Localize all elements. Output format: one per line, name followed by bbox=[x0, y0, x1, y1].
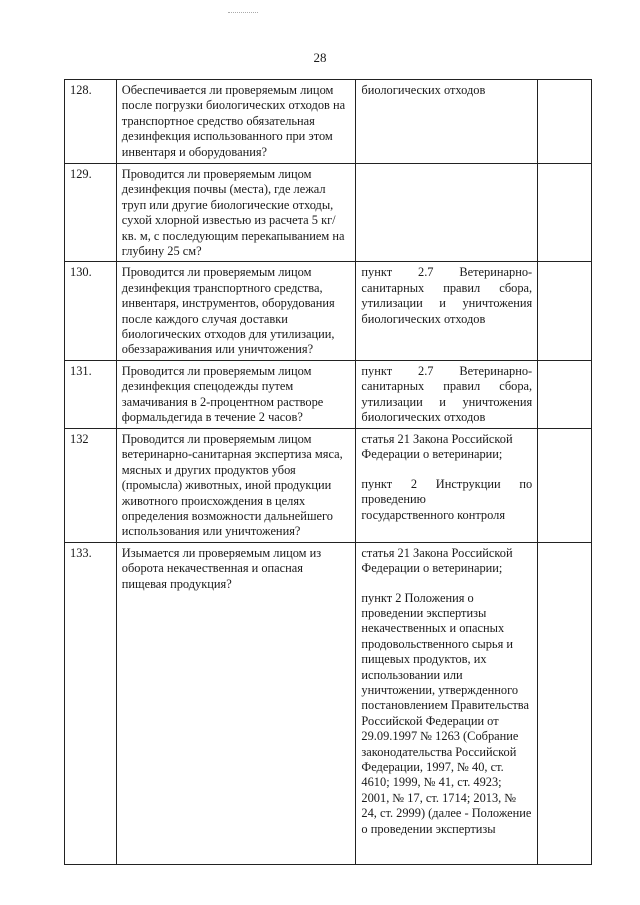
legal-basis bbox=[356, 542, 538, 864]
table-row bbox=[65, 428, 592, 542]
question-text: Обеспечивается ли проверяемым лицом после погрузки биологических отходов на транспортное средство обязательная дезинфекция использованного при этом инвентаря и оборудования? bbox=[116, 80, 356, 164]
table-row bbox=[65, 164, 592, 262]
row-number: 133. bbox=[65, 542, 117, 864]
question-text: Проводится ли проверяемым лицом дезинфекция спецодежды путем замачивания в 2-процентном растворе формальдегида в течение 2 часов? bbox=[116, 360, 356, 428]
row-number: 128. bbox=[65, 80, 117, 164]
legal-basis bbox=[356, 428, 538, 542]
empty-cell bbox=[538, 428, 592, 542]
table-row bbox=[65, 262, 592, 360]
row-number: 130. bbox=[65, 262, 117, 360]
legal-basis-line: биологических отходов bbox=[361, 83, 486, 97]
legal-basis-line: санитарных правил сбора, bbox=[361, 379, 533, 394]
legal-basis bbox=[356, 164, 538, 262]
legal-basis-line: пункт 2.7 Ветеринарно- bbox=[361, 265, 533, 280]
legal-basis bbox=[356, 262, 538, 360]
row-number: 129. bbox=[65, 164, 117, 262]
legal-basis-line: биологических отходов bbox=[361, 410, 486, 425]
legal-basis-line: утилизации и уничтожения bbox=[361, 296, 533, 311]
legal-basis-regulation: пункт 2 Положения о проведении экспертизы некачественных и опасных продовольственного сырья и пищевых продуктов, их использовании или уничтожении, утвержденного постановлением Правительства Российской Федерации от 29.09.1997 № 1263 (Собрание законодательства Российской Федерации, 1997, № 40, ст. 4610; 1999, № 41, ст. 4923; 2001, № 17, ст. 1714; 2013, № 24, ст. 2999) (далее - Положение о проведении экспертизы bbox=[361, 590, 532, 836]
empty-cell bbox=[538, 262, 592, 360]
question-text: Проводится ли проверяемым лицом дезинфекция почвы (места), где лежал труп или другие биологические отходы, сухой хлорной известью из расчета 5 кг/кв. м, с последующим перекапыванием на глубину 25 см? bbox=[116, 164, 356, 262]
table-row bbox=[65, 542, 592, 864]
legal-basis-line: проведению bbox=[361, 492, 426, 507]
page-number: 28 bbox=[313, 50, 327, 65]
legal-basis-line: санитарных правил сбора, bbox=[361, 280, 533, 295]
checklist-table bbox=[64, 79, 592, 865]
table-row bbox=[65, 80, 592, 164]
legal-basis bbox=[356, 80, 538, 164]
empty-cell bbox=[538, 542, 592, 864]
legal-basis-line: утилизации и уничтожения bbox=[361, 394, 533, 409]
legal-basis-line: пункт 2 Инструкции по bbox=[361, 476, 533, 491]
question-text: Проводится ли проверяемым лицом дезинфекция транспортного средства, инвентаря, инструментов, оборудования после каждого случая доставки биологических отходов для утилизации, обеззараживания или уничтожения? bbox=[116, 262, 356, 360]
legal-basis-law: статья 21 Закона Российской Федерации о ветеринарии; bbox=[361, 431, 513, 462]
empty-cell bbox=[538, 360, 592, 428]
legal-basis bbox=[356, 360, 538, 428]
row-number: 131. bbox=[65, 360, 117, 428]
question-text: Проводится ли проверяемым лицом ветеринарно-санитарная экспертиза мяса, мясных и других продуктов убоя (промысла) животных, иной продукции животного происхождения в целях определения возможности дальнейшего использования или уничтожения? bbox=[116, 428, 356, 542]
legal-basis-line: государственного контроля bbox=[361, 507, 506, 522]
scan-artifact bbox=[228, 12, 258, 17]
empty-cell bbox=[538, 80, 592, 164]
legal-basis-line: пункт 2.7 Ветеринарно- bbox=[361, 363, 533, 378]
question-text: Изымается ли проверяемым лицом из оборота некачественная и опасная пищевая продукция? bbox=[116, 542, 356, 864]
row-number: 132 bbox=[65, 428, 117, 542]
empty-cell bbox=[538, 164, 592, 262]
table-row bbox=[65, 360, 592, 428]
legal-basis-line: биологических отходов bbox=[361, 311, 486, 326]
legal-basis-law: статья 21 Закона Российской Федерации о ветеринарии; bbox=[361, 545, 513, 576]
